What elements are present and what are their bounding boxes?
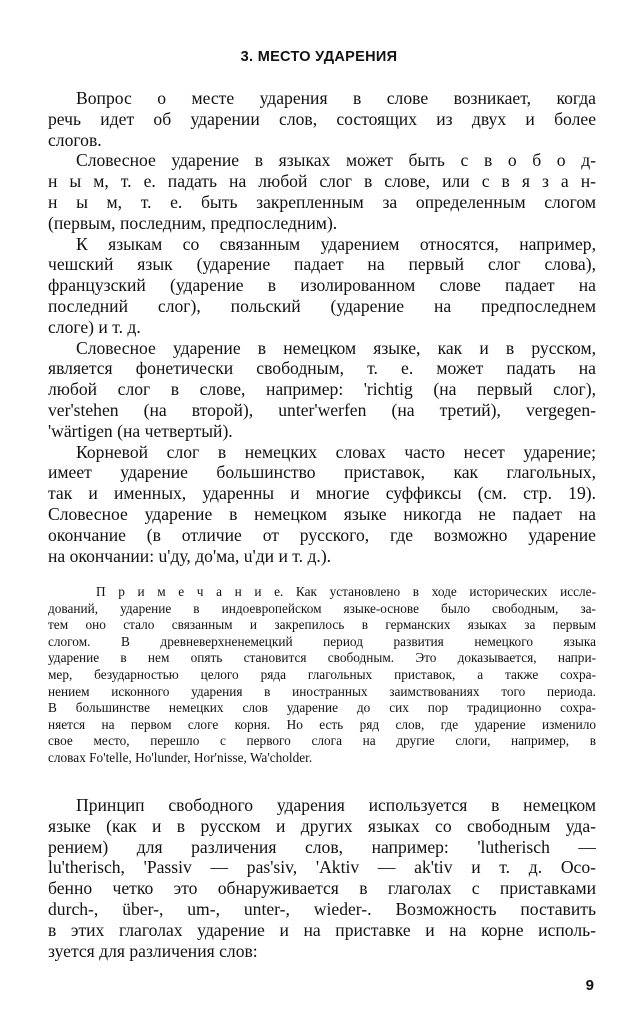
text-line: слоге) и т. д.: [48, 316, 141, 337]
text-line: К языкам со связанным ударением относятся, например,: [76, 233, 596, 254]
note-line: ударение в нем опять становится свободным. Это доказывается, напри-: [48, 650, 596, 666]
text-line: Принцип свободного ударения используется в немецком: [76, 795, 596, 815]
text-line: языке (как и в русском и других языках со свободным уда-: [48, 815, 596, 836]
note-block: [48, 584, 596, 767]
text-line: является фонетически свободным, т. е. может падать на: [48, 358, 596, 379]
text-line: последний слог), польский (ударение на предпоследнем: [48, 295, 596, 316]
final-paragraph: [48, 795, 596, 961]
text-line: так и именных, ударенны и многие суффиксы (см. стр. 19).: [48, 483, 596, 504]
note-line: П р и м е ч а н и е. Как установлено в ходе исторических иссле-: [96, 584, 596, 599]
paragraph: [48, 234, 596, 338]
text-line: в этих глаголах ударение и на приставке и на корне исполь-: [48, 919, 596, 940]
text-line: бенно четко это обнаруживается в глаголах с приставками: [48, 878, 596, 899]
note-line: слогом. В древневерхненемецкий период развития немецкого языка: [48, 633, 596, 649]
text-line: зуется для различения слов:: [48, 940, 258, 961]
note-line: свое место, перешло с первого слога на другие слоги, например, в: [48, 733, 596, 749]
page-number: 9: [585, 977, 594, 994]
text-line: слогов.: [48, 129, 102, 150]
note-line: дований, ударение в индоевропейском языке-основе было свободным, за-: [48, 600, 596, 616]
section-heading: 3. МЕСТО УДАРЕНИЯ: [240, 49, 398, 65]
text-line: Словесное ударение в немецком языке никогда не падает на: [48, 503, 596, 524]
text-line: Корневой слог в немецких словах часто несет ударение;: [76, 441, 596, 462]
text-line: имеет ударение большинство приставок, как глагольных,: [48, 462, 596, 483]
text-line: н ы м, т. е. падать на любой слог в слове, или с в я з а н-: [48, 171, 596, 192]
text-line: любой слог в слове, например: 'richtig (на первый слог),: [48, 379, 596, 400]
note-line: В большинстве немецких слов ударение до сих пор традиционно сохра-: [48, 700, 596, 716]
text-line: французский (ударение в изолированном слове падает на: [48, 275, 596, 296]
text-line: (первым, последним, предпоследним).: [48, 212, 338, 233]
text-line: Вопрос о месте ударения в слове возникает, когда: [76, 88, 596, 108]
paragraph: [48, 442, 596, 567]
text-line: речь идет об ударении слов, состоящих из двух и более: [48, 108, 596, 129]
text-line: durch-, über-, um-, unter-, wieder-. Возможность поставить: [48, 898, 596, 919]
text-line: на окончании: u'ду, до'ма, u'ди и т. д.).: [48, 545, 332, 566]
text-line: lu'therisch, 'Passiv — pas'siv, 'Aktiv — ak'tiv и т. д. Осо-: [48, 857, 596, 878]
note-line: няется на первом слоге корня. Но есть ряд слов, где ударение изменило: [48, 716, 596, 732]
paragraph: [48, 88, 596, 150]
text-line: Словесное ударение в языках может быть с в о б о д-: [76, 150, 596, 171]
text-line: окончание (в отличие от русского, где возможно ударение: [48, 524, 596, 545]
text-line: ver'stehen (на второй), unter'werfen (на третий), vergegen-: [48, 399, 596, 420]
note-line: тем оно стало связанным и закрепилось в германских языках за первым: [48, 617, 596, 633]
note-line: словах Fo'telle, Ho'lunder, Hor'nisse, Wa'cholder.: [48, 749, 313, 765]
text-line: Словесное ударение в немецком языке, как и в русском,: [76, 337, 596, 358]
note-line: мер, безударностью целого ряда глагольных приставок, а также сохра-: [48, 666, 596, 682]
paragraph: [48, 338, 596, 442]
body-text: [48, 88, 596, 566]
text-line: н ы м, т. е. быть закрепленным за определенным слогом: [48, 191, 596, 212]
paragraph: [48, 150, 596, 233]
note-line: нением исконного ударения в иностранных заимствованиях того периода.: [48, 683, 596, 699]
text-line: рением) для различения слов, например: 'lutherisch —: [48, 836, 596, 857]
text-line: чешский язык (ударение падает на первый слог слова),: [48, 254, 596, 275]
text-line: 'wärtigen (на четвертый).: [48, 420, 233, 441]
